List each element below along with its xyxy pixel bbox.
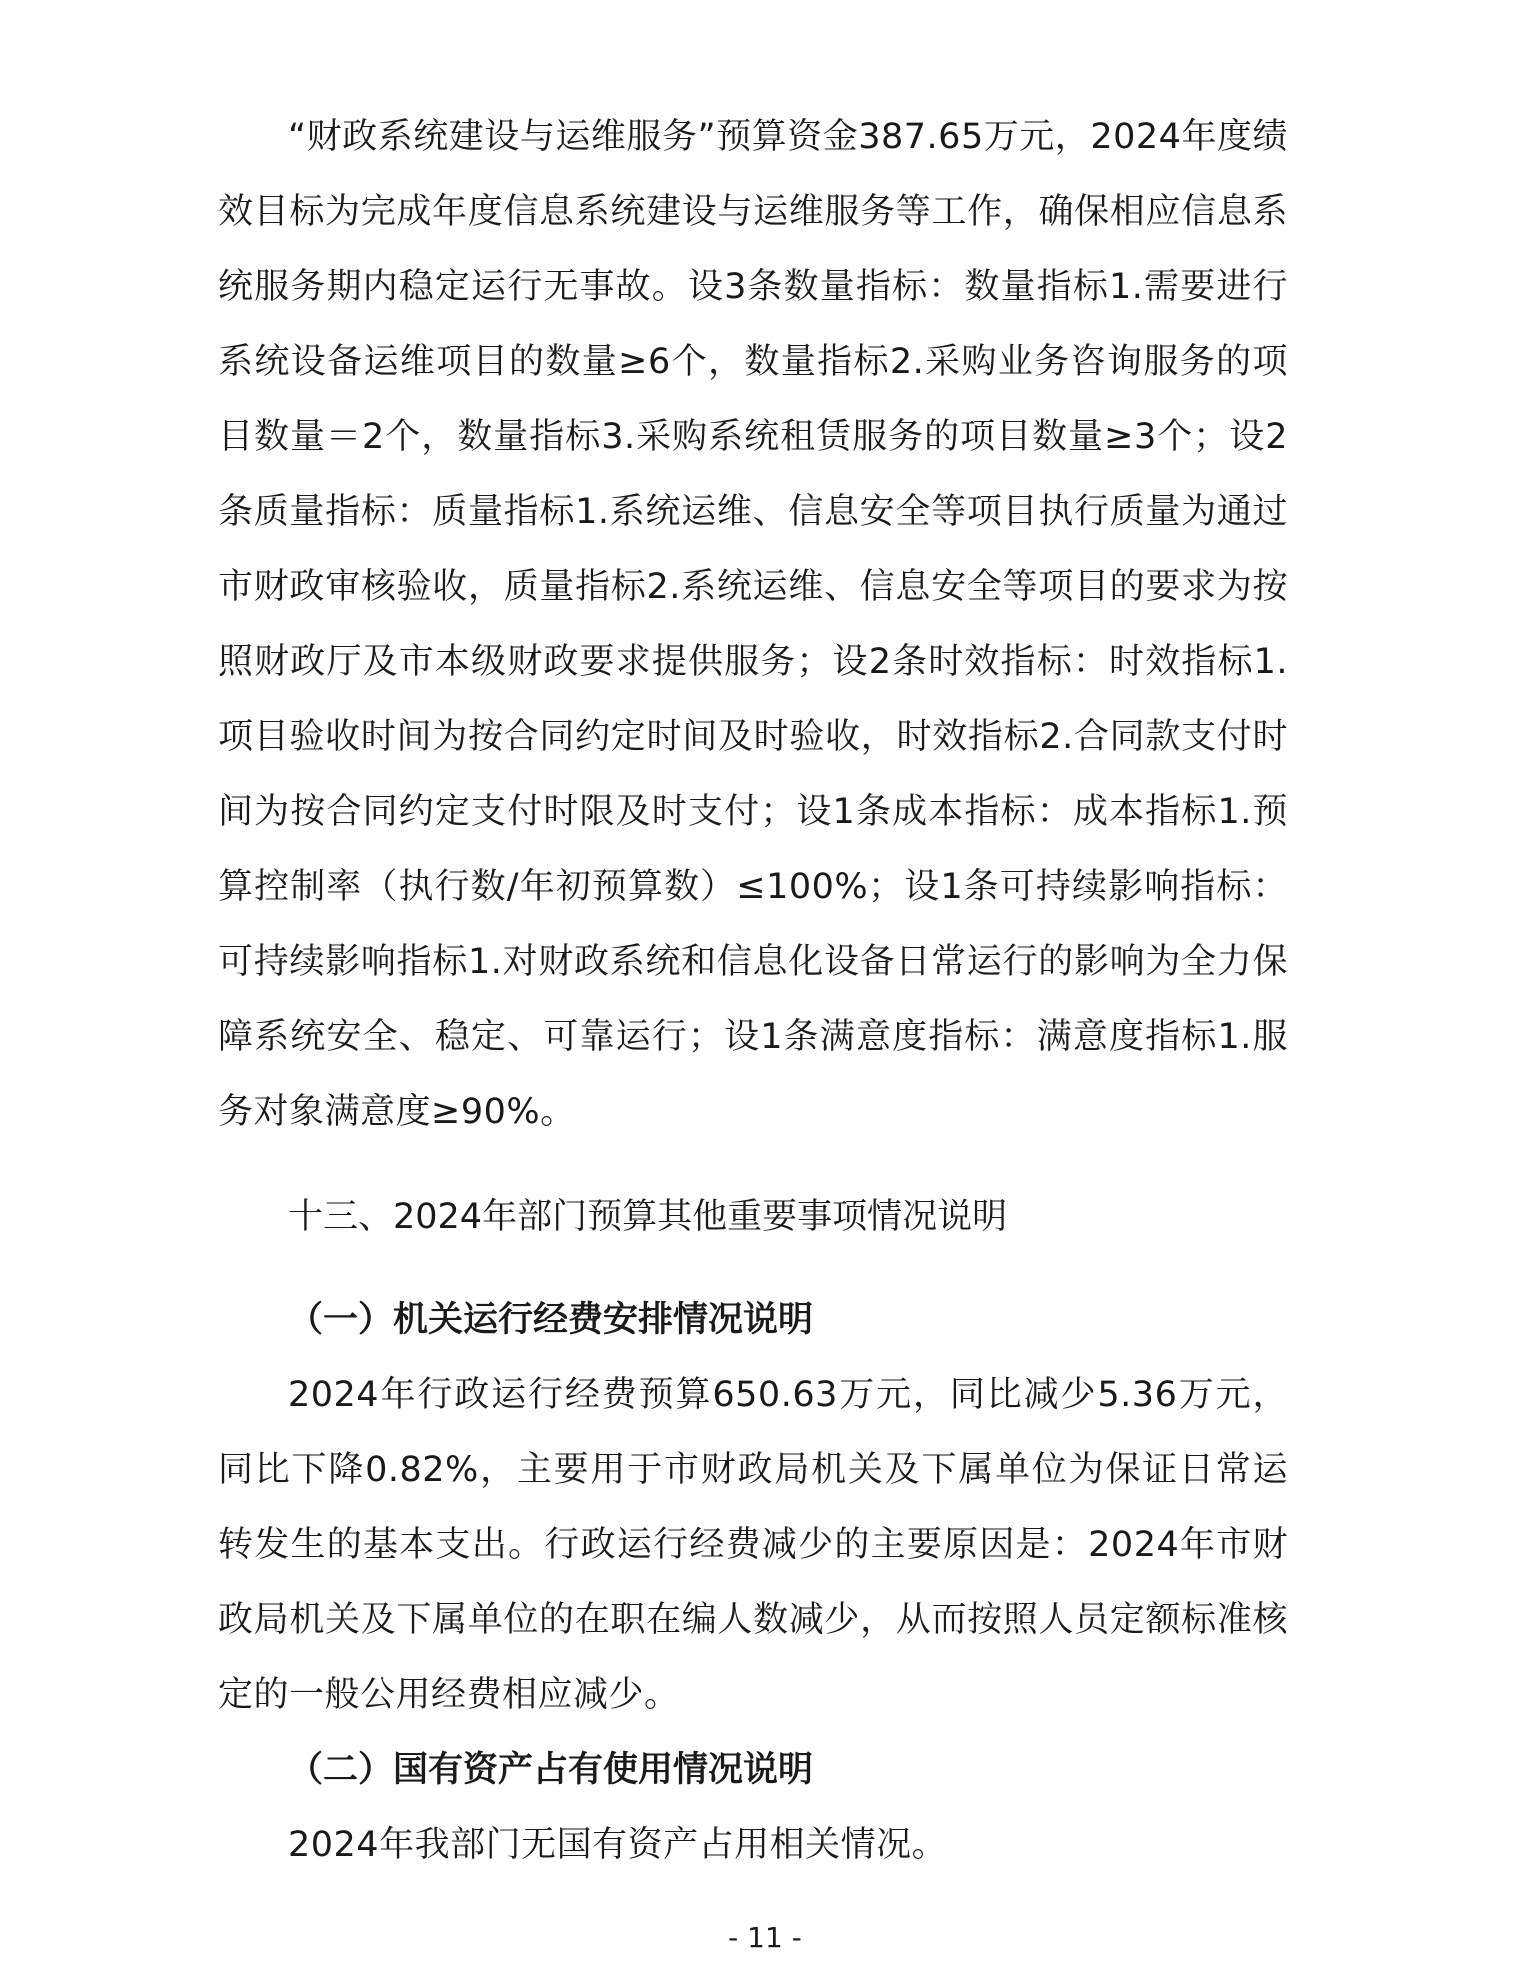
subheading-operating-expenses: （一）机关运行经费安排情况说明	[288, 1300, 814, 1340]
section-heading-13: 十三、2024年部门预算其他重要事项情况说明	[288, 1197, 1008, 1237]
document-body	[218, 100, 1288, 1883]
operating-expenses-paragraph: 2024年行政运行经费预算650.63万元，同比减少5.36万元，同比下降0.82%，主要用于市财政局机关及下属单位为保证日常运转发生的基本支出。行政运行经费减少的主要原因是：2024年市财政局机关及下属单位的在职在编人数减少，从而按照人员定额标准核定的一般公用经费相应减少。	[218, 1375, 1288, 1715]
spacer	[218, 1150, 1288, 1180]
performance-target-paragraph: “财政系统建设与运维服务”预算资金387.65万元，2024年度绩效目标为完成年度信息系统建设与运维服务等工作，确保相应信息系统服务期内稳定运行无事故。设3条数量指标：数量指标1.需要进行系统设备运维项目的数量≥6个，数量指标2.采购业务咨询服务的项目数量＝2个，数量指标3.采购系统租赁服务的项目数量≥3个；设2条质量指标：质量指标1.系统运维、信息安全等项目执行质量为通过市财政审核验收，质量指标2.系统运维、信息安全等项目的要求为按照财政厅及市本级财政要求提供服务；设2条时效指标：时效指标1.项目验收时间为按合同约定时间及时验收，时效指标2.合同款支付时间为按合同约定支付时限及时支付；设1条成本指标：成本指标1.预算控制率（执行数/年初预算数）≤100%；设1条可持续影响指标：可持续影响指标1.对财政系统和信息化设备日常运行的影响为全力保障系统安全、稳定、可靠运行；设1条满意度指标：满意度指标1.服务对象满意度≥90%。	[218, 117, 1288, 1132]
spacer	[218, 1255, 1288, 1283]
state-assets-paragraph: 2024年我部门无国有资产占用相关情况。	[288, 1825, 948, 1865]
subheading-state-assets: （二）国有资产占有使用情况说明	[288, 1750, 814, 1790]
page-number: - 11 -	[728, 1921, 802, 1954]
